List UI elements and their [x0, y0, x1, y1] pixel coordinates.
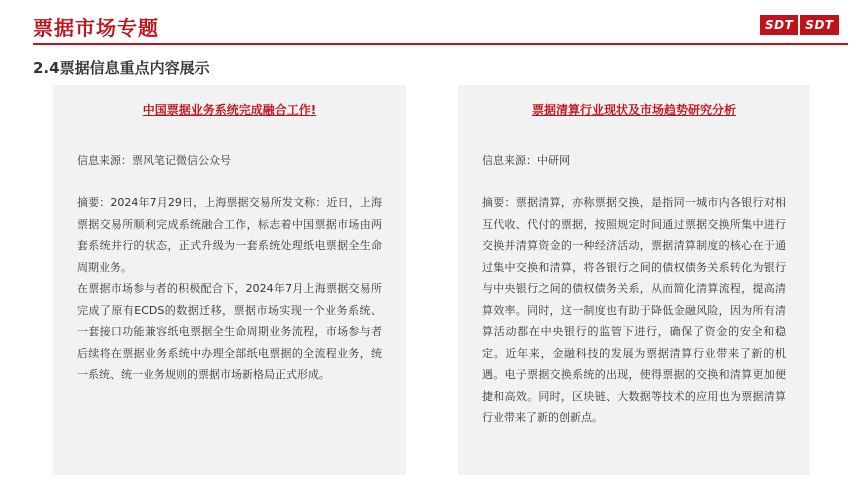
header-rule — [33, 43, 848, 45]
news-card-2-abstract — [482, 192, 786, 429]
news-card-1-source: 信息来源：票风笔记微信公众号 — [77, 154, 231, 167]
news-card-1 — [53, 85, 406, 475]
news-card-1-paragraph-2: 在票据市场参与者的积极配合下，2024年7月上海票据交易所完成了原有ECDS的数据迁移，票据市场实现一个业务系统、一套接口功能兼容纸电票据全生命周期业务流程，市场参与者后续将在票据业务系统中办理全部纸电票据的全流程业务，统一系统、统一业务规则的票据市场新格局正式形成。 — [77, 282, 382, 381]
section-subtitle: 2.4票据信息重点内容展示 — [33, 59, 210, 77]
news-card-1-paragraph-1: 摘要：2024年7月29日，上海票据交易所发文称：近日，上海票据交易所顺利完成系统融合工作，标志着中国票据市场由两套系统并行的状态，正式升级为一套系统处理纸电票据全生命周期业务。 — [77, 196, 382, 274]
brand-logo — [760, 15, 839, 35]
news-card-1-title[interactable]: 中国票据业务系统完成融合工作! — [142, 103, 317, 117]
logo-mark-2: SDT — [800, 15, 838, 35]
news-card-1-abstract — [77, 192, 382, 386]
news-card-2 — [458, 85, 810, 475]
news-card-2-source: 信息来源：中研网 — [482, 154, 570, 167]
news-card-2-paragraph-1: 摘要：票据清算，亦称票据交换，是指同一城市内各银行对相互代收、代付的票据，按照规定时间通过票据交换所集中进行交换并清算资金的一种经济活动，票据清算制度的核心在于通过集中交换和清算，将各银行之间的债权债务关系转化为银行与中央银行之间的债权债务关系，从而简化清算流程，提高清算效率。同时，这一制度也有助于降低金融风险，因为所有清算活动都在中央银行的监管下进行，确保了资金的安全和稳定。近年来，金融科技的发展为票据清算行业带来了新的机遇。电子票据交换系统的出现，使得票据的交换和清算更加便捷和高效。同时，区块链、大数据等技术的应用也为票据清算行业带来了新的创新点。 — [482, 196, 786, 424]
news-card-2-title[interactable]: 票据清算行业现状及市场趋势研究分析 — [531, 103, 736, 117]
page-title: 票据市场专题 — [33, 16, 159, 40]
logo-mark-1: SDT — [760, 15, 798, 35]
